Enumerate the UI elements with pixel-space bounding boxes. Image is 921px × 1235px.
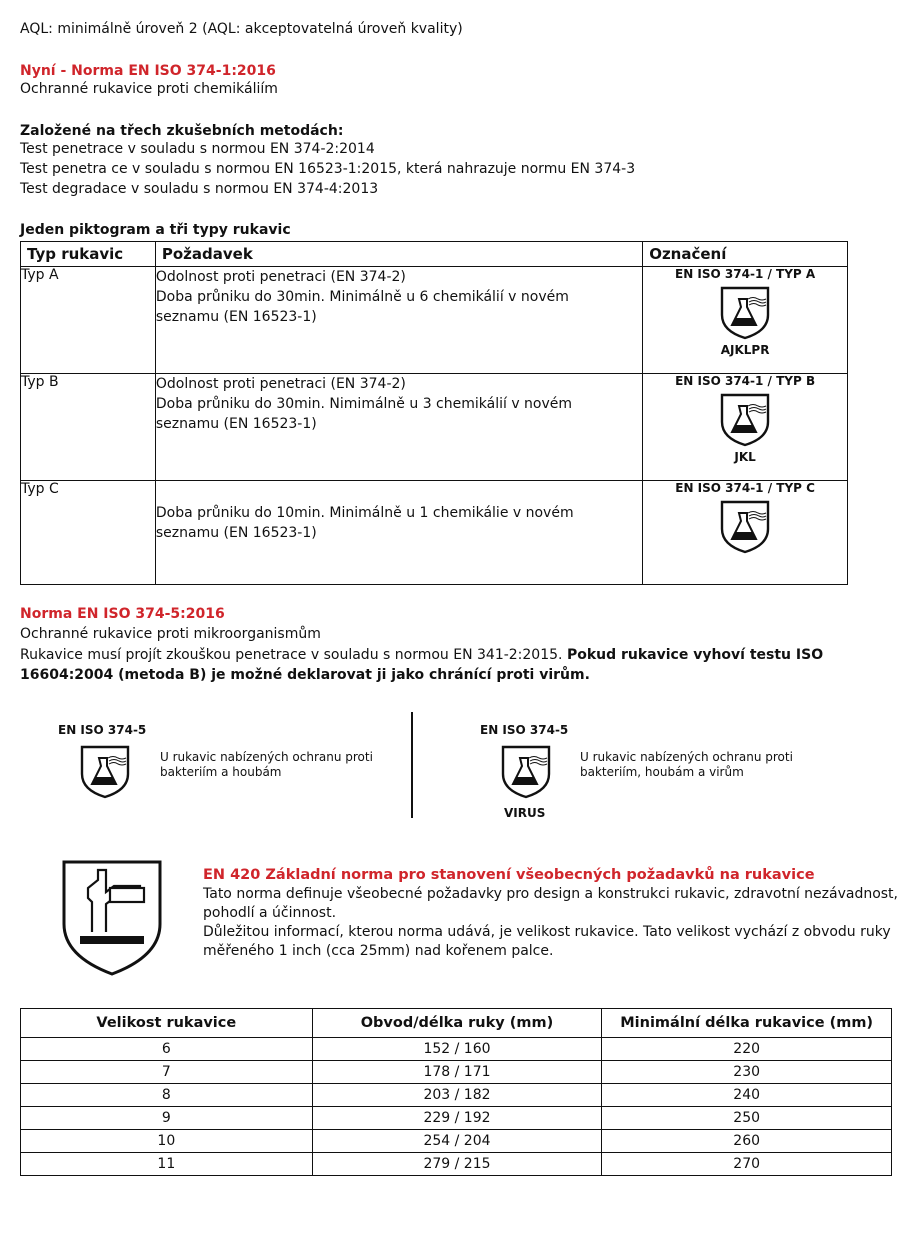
circ-cell: 254 / 204 — [312, 1130, 602, 1153]
size-cell: 6 — [21, 1038, 313, 1061]
req-line: Doba průniku do 30min. Nimimálně u 3 chemikálií v novém — [155, 396, 573, 412]
size-cell: 8 — [21, 1084, 313, 1107]
circ-cell: 279 / 215 — [312, 1153, 602, 1176]
en374-5-label-right: EN ISO 374-5 — [480, 723, 569, 737]
mark-code: JKL — [734, 450, 756, 464]
virus-code: VIRUS — [504, 806, 546, 820]
req-line: seznamu (EN 16523-1) — [155, 309, 317, 325]
norm1-title: Nyní - Norma EN ISO 374-1:2016 — [20, 63, 276, 79]
size-cell: 7 — [21, 1061, 313, 1084]
mark-code: AJKLPR — [720, 343, 770, 357]
chemical-flask-shield-icon — [719, 392, 771, 448]
chemical-flask-shield-icon — [719, 285, 771, 341]
method-3: Test degradace v souladu s normou EN 374-4:2013 — [20, 181, 379, 197]
type-cell: Typ C — [21, 481, 156, 585]
norm5-text-plain: Rukavice musí projít zkouškou penetrace v souladu s normou EN 341-2:2015. — [20, 647, 567, 663]
size-cell: 10 — [21, 1130, 313, 1153]
req-line: Doba průniku do 30min. Minimálně u 6 chemikálií v novém — [155, 289, 569, 305]
requirement-cell — [155, 374, 642, 481]
size-header-row — [21, 1009, 892, 1038]
length-cell: 270 — [602, 1153, 892, 1176]
marking-cell — [643, 481, 848, 585]
norm5-title: Norma EN ISO 374-5:2016 — [20, 606, 225, 622]
desc-line: bakteriím a houbám — [160, 765, 282, 779]
methods-heading: Založené na třech zkušebních metodách: — [20, 123, 344, 139]
marking-cell — [643, 267, 848, 374]
table-row — [21, 1038, 892, 1061]
length-cell: 220 — [602, 1038, 892, 1061]
length-cell: 250 — [602, 1107, 892, 1130]
req-line: Odolnost proti penetraci (EN 374-2) — [155, 376, 406, 392]
desc-line: U rukavic nabízených ochranu proti — [160, 750, 373, 764]
en420-line: Tato norma definuje všeobecné požadavky pro design a konstrukci rukavic, zdravotní nezávadnost, — [203, 886, 898, 902]
chemical-flask-shield-icon — [719, 499, 771, 555]
requirement-cell — [155, 267, 642, 374]
norm5-subtitle: Ochranné rukavice proti mikroorganismům — [20, 626, 321, 642]
size-cell: 9 — [21, 1107, 313, 1130]
aql-text: AQL: minimálně úroveň 2 (AQL: akceptovatelná úroveň kvality) — [20, 21, 463, 37]
desc-line: bakteriím, houbám a virům — [580, 765, 744, 779]
col-header-size: Velikost rukavice — [21, 1009, 313, 1038]
norm1-subtitle: Ochranné rukavice proti chemikáliím — [20, 81, 278, 97]
size-table — [20, 1008, 892, 1176]
length-cell: 260 — [602, 1130, 892, 1153]
col-header-circumference: Obvod/délka ruky (mm) — [312, 1009, 602, 1038]
req-line: seznamu (EN 16523-1) — [155, 525, 317, 541]
method-1: Test penetrace v souladu s normou EN 374-2:2014 — [20, 141, 375, 157]
en420-title: EN 420 Základní norma pro stanovení všeobecných požadavků na rukavice — [203, 867, 815, 883]
col-header-requirement: Požadavek — [155, 242, 642, 267]
size-cell: 11 — [21, 1153, 313, 1176]
req-line: Doba průniku do 10min. Minimálně u 1 chemikálie v novém — [155, 505, 574, 521]
en420-line: měřeného 1 inch (cca 25mm) nad kořenem palce. — [203, 943, 554, 959]
en374-5-desc-right — [580, 750, 793, 780]
en420-text — [203, 885, 898, 961]
circ-cell: 178 / 171 — [312, 1061, 602, 1084]
en374-5-desc-left — [160, 750, 373, 780]
chemical-flask-shield-icon — [500, 744, 552, 800]
type-cell: Typ A — [21, 267, 156, 374]
length-cell: 230 — [602, 1061, 892, 1084]
hammer-glove-shield-icon — [60, 858, 164, 978]
req-line: seznamu (EN 16523-1) — [155, 416, 317, 432]
table-row — [21, 374, 848, 481]
table-header-row — [21, 242, 848, 267]
desc-line: U rukavic nabízených ochranu proti — [580, 750, 793, 764]
table-row — [21, 1061, 892, 1084]
circ-cell: 229 / 192 — [312, 1107, 602, 1130]
glove-type-table — [20, 241, 848, 585]
table-row — [21, 1084, 892, 1107]
mark-title: EN ISO 374-1 / TYP C — [675, 481, 815, 495]
table-heading: Jeden piktogram a tři typy rukavic — [20, 222, 291, 238]
length-cell: 240 — [602, 1084, 892, 1107]
table-row — [21, 481, 848, 585]
requirement-cell — [155, 481, 642, 585]
mark-title: EN ISO 374-1 / TYP A — [675, 267, 816, 281]
marking-cell — [643, 374, 848, 481]
norm5-text-1 — [20, 646, 823, 664]
divider — [411, 712, 413, 818]
col-header-min-length: Minimální délka rukavice (mm) — [602, 1009, 892, 1038]
circ-cell: 203 / 182 — [312, 1084, 602, 1107]
table-row — [21, 1153, 892, 1176]
req-line: Odolnost proti penetraci (EN 374-2) — [155, 269, 406, 285]
en374-5-label-left: EN ISO 374-5 — [58, 723, 147, 737]
en420-line: Důležitou informací, kterou norma udává, je velikost rukavice. Tato velikost vychází z obvodu ruky — [203, 924, 891, 940]
table-row — [21, 1107, 892, 1130]
col-header-type: Typ rukavic — [21, 242, 156, 267]
chemical-flask-shield-icon — [79, 744, 131, 800]
type-cell: Typ B — [21, 374, 156, 481]
circ-cell: 152 / 160 — [312, 1038, 602, 1061]
method-2: Test penetra ce v souladu s normou EN 16523-1:2015, která nahrazuje normu EN 374-3 — [20, 161, 636, 177]
col-header-marking: Označení — [643, 242, 848, 267]
en420-line: pohodlí a účinnost. — [203, 905, 337, 921]
mark-title: EN ISO 374-1 / TYP B — [675, 374, 816, 388]
table-row — [21, 267, 848, 374]
norm5-text-bold: Pokud rukavice vyhoví testu ISO — [566, 647, 824, 663]
table-row — [21, 1130, 892, 1153]
norm5-text-2: 16604:2004 (metoda B) je možné deklarovat ji jako chránící proti virům. — [20, 667, 590, 683]
